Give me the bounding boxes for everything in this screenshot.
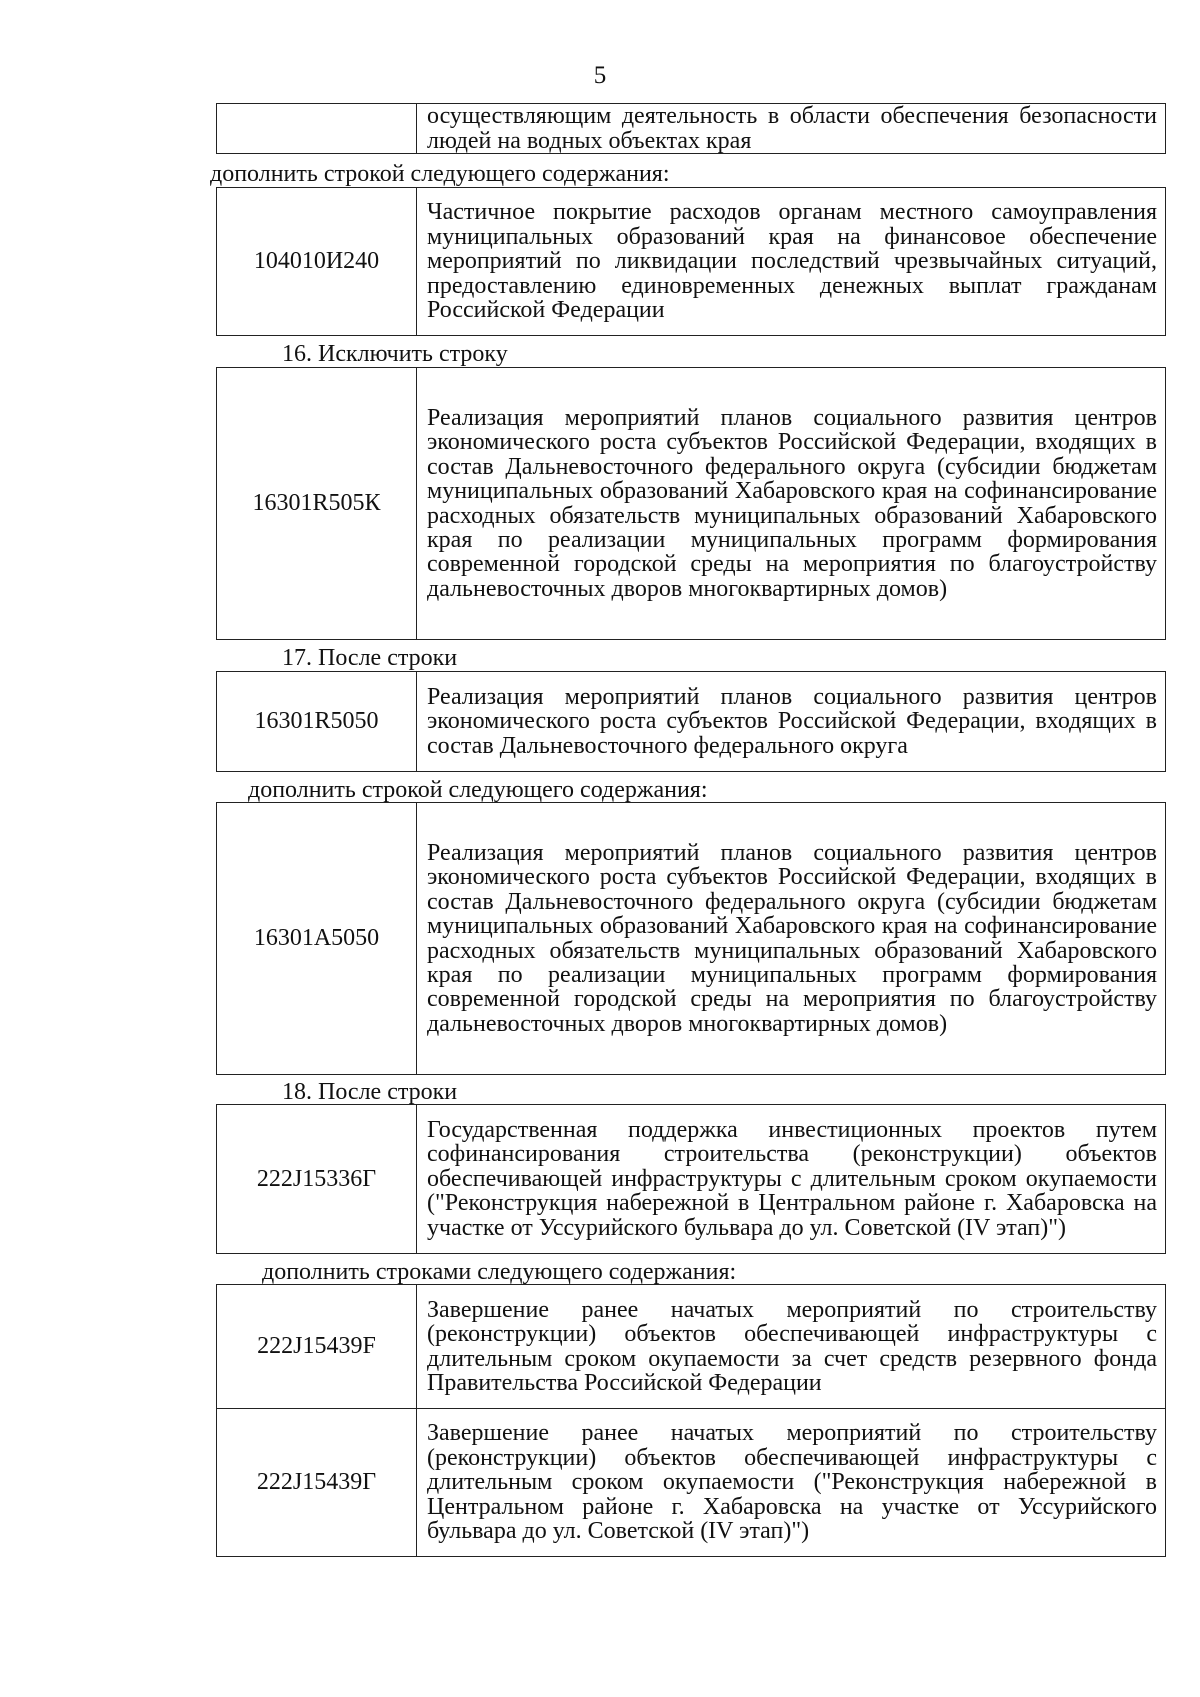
row-description: Частичное покрытие расходов органам местного самоуправления муниципальных образований края на финансовое обеспечение мероприятий по ликвидации последствий чрезвычайных ситуаций, предоставлению единовременных денежных выплат гражданам Российской Федерации <box>417 188 1166 336</box>
row-code <box>217 104 417 154</box>
table-row <box>217 672 1166 772</box>
table-row <box>217 368 1166 640</box>
table-16301R505K <box>216 367 1166 640</box>
table-16301R5050 <box>216 671 1166 772</box>
row-code: 16301R505К <box>217 368 417 640</box>
instruction-add-row: дополнить строкой следующего содержания: <box>210 161 670 187</box>
table-row <box>217 803 1166 1075</box>
instruction-item-17: 17. После строки <box>282 645 458 671</box>
table-continuation <box>216 103 1166 154</box>
row-code: 222J15439Г <box>217 1409 417 1557</box>
row-code: 222J15439F <box>217 1285 417 1409</box>
instruction-item-16: 16. Исключить строку <box>282 341 508 367</box>
instruction-item-18: 18. После строки <box>282 1079 458 1105</box>
table-222J15439 <box>216 1284 1166 1557</box>
table-row <box>217 1285 1166 1409</box>
page-number: 5 <box>593 62 607 89</box>
table-104010I240 <box>216 187 1166 336</box>
table-16301A5050 <box>216 802 1166 1075</box>
row-description: Завершение ранее начатых мероприятий по строительству (реконструкции) объектов обеспечивающей инфраструктуры с длительным сроком окупаемости за счет средств резервного фонда Правительства Российской Федерации <box>417 1285 1166 1409</box>
table-222J15336G <box>216 1104 1166 1254</box>
row-description: осуществляющим деятельность в области обеспечения безопасности людей на водных объектах края <box>417 104 1166 154</box>
table-row <box>217 188 1166 336</box>
row-code: 222J15336Г <box>217 1105 417 1254</box>
table-row <box>217 104 1166 154</box>
row-description: Завершение ранее начатых мероприятий по строительству (реконструкции) объектов обеспечивающей инфраструктуры с длительным сроком окупаемости ("Реконструкция набережной в Центральном районе г. Хабаровска на участке от Уссурийского бульвара до ул. Советской (IV этап)") <box>417 1409 1166 1557</box>
row-description: Реализация мероприятий планов социального развития центров экономического роста субъектов Российской Федерации, входящих в состав Дальневосточного федерального округа (субсидии бюджетам муниципальных образований Хабаровского края на софинансирование расходных обязательств муниципальных образований Хабаровского края по реализации муниципальных программ формирования современной городской среды на мероприятия по благоустройству дальневосточных дворов многоквартирных домов) <box>417 368 1166 640</box>
table-row <box>217 1105 1166 1254</box>
instruction-add-rows: дополнить строками следующего содержания: <box>262 1259 737 1285</box>
row-description: Реализация мероприятий планов социального развития центров экономического роста субъектов Российской Федерации, входящих в состав Дальневосточного федерального округа (субсидии бюджетам муниципальных образований Хабаровского края на софинансирование расходных обязательств муниципальных образований Хабаровского края по реализации муниципальных программ формирования современной городской среды на мероприятия по благоустройству дальневосточных дворов многоквартирных домов) <box>417 803 1166 1075</box>
row-code: 16301R5050 <box>217 672 417 772</box>
table-row <box>217 1409 1166 1557</box>
instruction-add-row: дополнить строкой следующего содержания: <box>248 777 708 803</box>
row-code: 104010И240 <box>217 188 417 336</box>
row-code: 16301А5050 <box>217 803 417 1075</box>
row-description: Государственная поддержка инвестиционных проектов путем софинансирования строительства (реконструкции) объектов обеспечивающей инфраструктуры с длительным сроком окупаемости ("Реконструкция набережной в Центральном районе г. Хабаровска на участке от Уссурийского бульвара до ул. Советской (IV этап)") <box>417 1105 1166 1254</box>
row-description: Реализация мероприятий планов социального развития центров экономического роста субъектов Российской Федерации, входящих в состав Дальневосточного федерального округа <box>417 672 1166 772</box>
